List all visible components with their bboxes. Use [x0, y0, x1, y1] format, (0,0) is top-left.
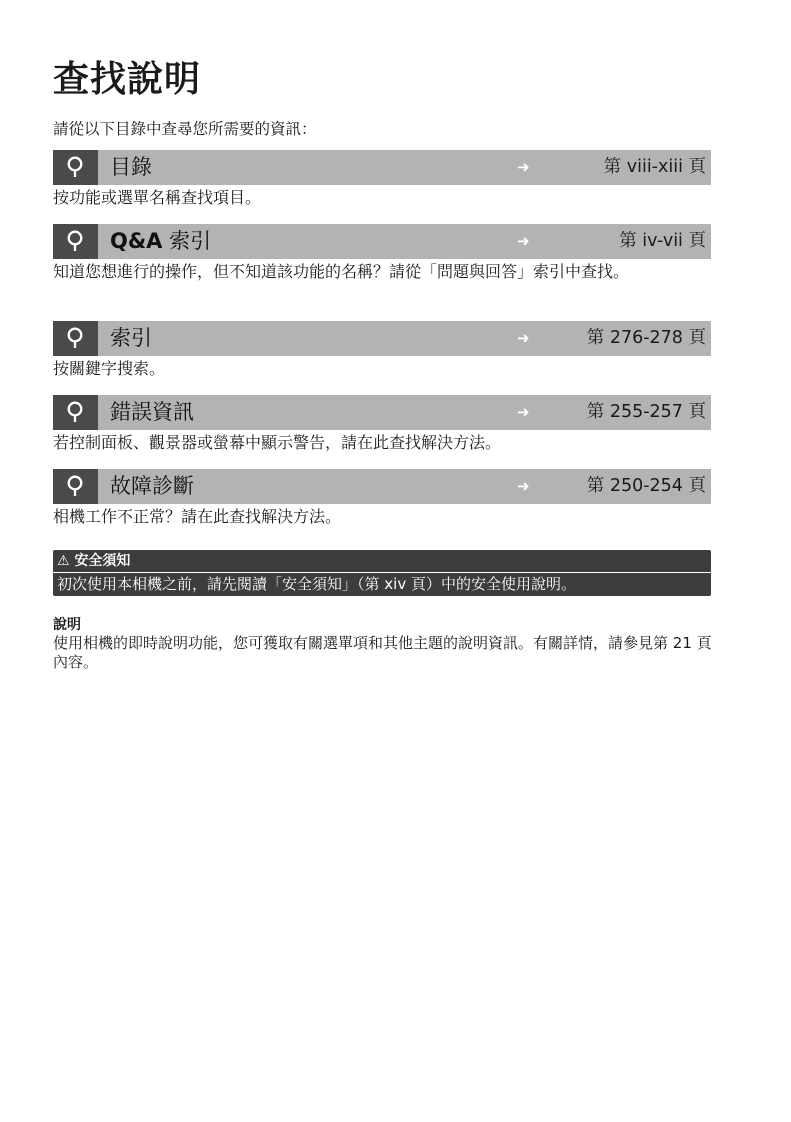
- section-contents: [53, 150, 711, 207]
- section-title: 錯誤資訊: [110, 400, 194, 424]
- help-note: [53, 616, 713, 672]
- search-icon: [64, 475, 86, 498]
- search-icon-box: [53, 395, 98, 430]
- section-index: [53, 321, 711, 378]
- section-bar[interactable]: [53, 469, 711, 504]
- arrow-right-icon: ➜: [517, 158, 530, 176]
- page-reference: 第 iv-vii 頁: [619, 231, 706, 251]
- section-description: 按關鍵字搜索。: [53, 359, 166, 378]
- page-title: 查找說明: [53, 59, 202, 100]
- warning-body: 初次使用本相機之前，請先閱讀「安全須知」（第 xiv 頁）中的安全使用說明。: [57, 575, 576, 593]
- search-icon-box: [53, 469, 98, 504]
- arrow-right-icon: ➜: [517, 329, 530, 347]
- arrow-right-icon: ➜: [517, 403, 530, 421]
- warning-heading: ⚠ 安全須知: [53, 550, 711, 573]
- arrow-right-icon: ➜: [517, 477, 530, 495]
- section-description: 知道您想進行的操作，但不知道該功能的名稱？請從「問題與回答」索引中查找。: [53, 262, 630, 281]
- section-bar[interactable]: [53, 321, 711, 356]
- search-icon-box: [53, 150, 98, 185]
- section-qa-index: [53, 224, 711, 281]
- section-troubleshooting: [53, 469, 711, 526]
- safety-warning-box: [53, 550, 711, 596]
- section-title: Q&A 索引: [110, 229, 212, 253]
- page-reference: 第 250-254 頁: [586, 476, 706, 496]
- section-description: 按功能或選單名稱查找項目。: [53, 188, 262, 207]
- note-heading: 說明: [53, 617, 81, 633]
- section-error-messages: [53, 395, 711, 452]
- search-icon: [64, 401, 86, 424]
- search-icon-box: [53, 224, 98, 259]
- section-description: 相機工作不正常？請在此查找解決方法。: [53, 507, 342, 526]
- page-reference: 第 255-257 頁: [586, 402, 706, 422]
- section-bar[interactable]: [53, 150, 711, 185]
- section-bar[interactable]: [53, 224, 711, 259]
- note-body: 使用相機的即時說明功能，您可獲取有關選單項和其他主題的說明資訊。有關詳情，請參見第 21 頁內容。: [53, 634, 712, 671]
- section-description: 若控制面板、觀景器或螢幕中顯示警告，請在此查找解決方法。: [53, 433, 502, 452]
- page-reference: 第 viii-xiii 頁: [603, 157, 706, 177]
- section-title: 故障診斷: [110, 474, 194, 498]
- page-reference: 第 276-278 頁: [586, 328, 706, 348]
- section-title: 索引: [110, 326, 152, 350]
- search-icon-box: [53, 321, 98, 356]
- search-icon: [64, 156, 86, 179]
- section-bar[interactable]: [53, 395, 711, 430]
- warning-triangle-icon: ⚠: [57, 553, 70, 569]
- search-icon: [64, 230, 86, 253]
- arrow-right-icon: ➜: [517, 232, 530, 250]
- search-icon: [64, 327, 86, 350]
- intro-text: 請從以下目錄中查尋您所需要的資訊：: [53, 120, 317, 138]
- section-title: 目錄: [110, 155, 152, 179]
